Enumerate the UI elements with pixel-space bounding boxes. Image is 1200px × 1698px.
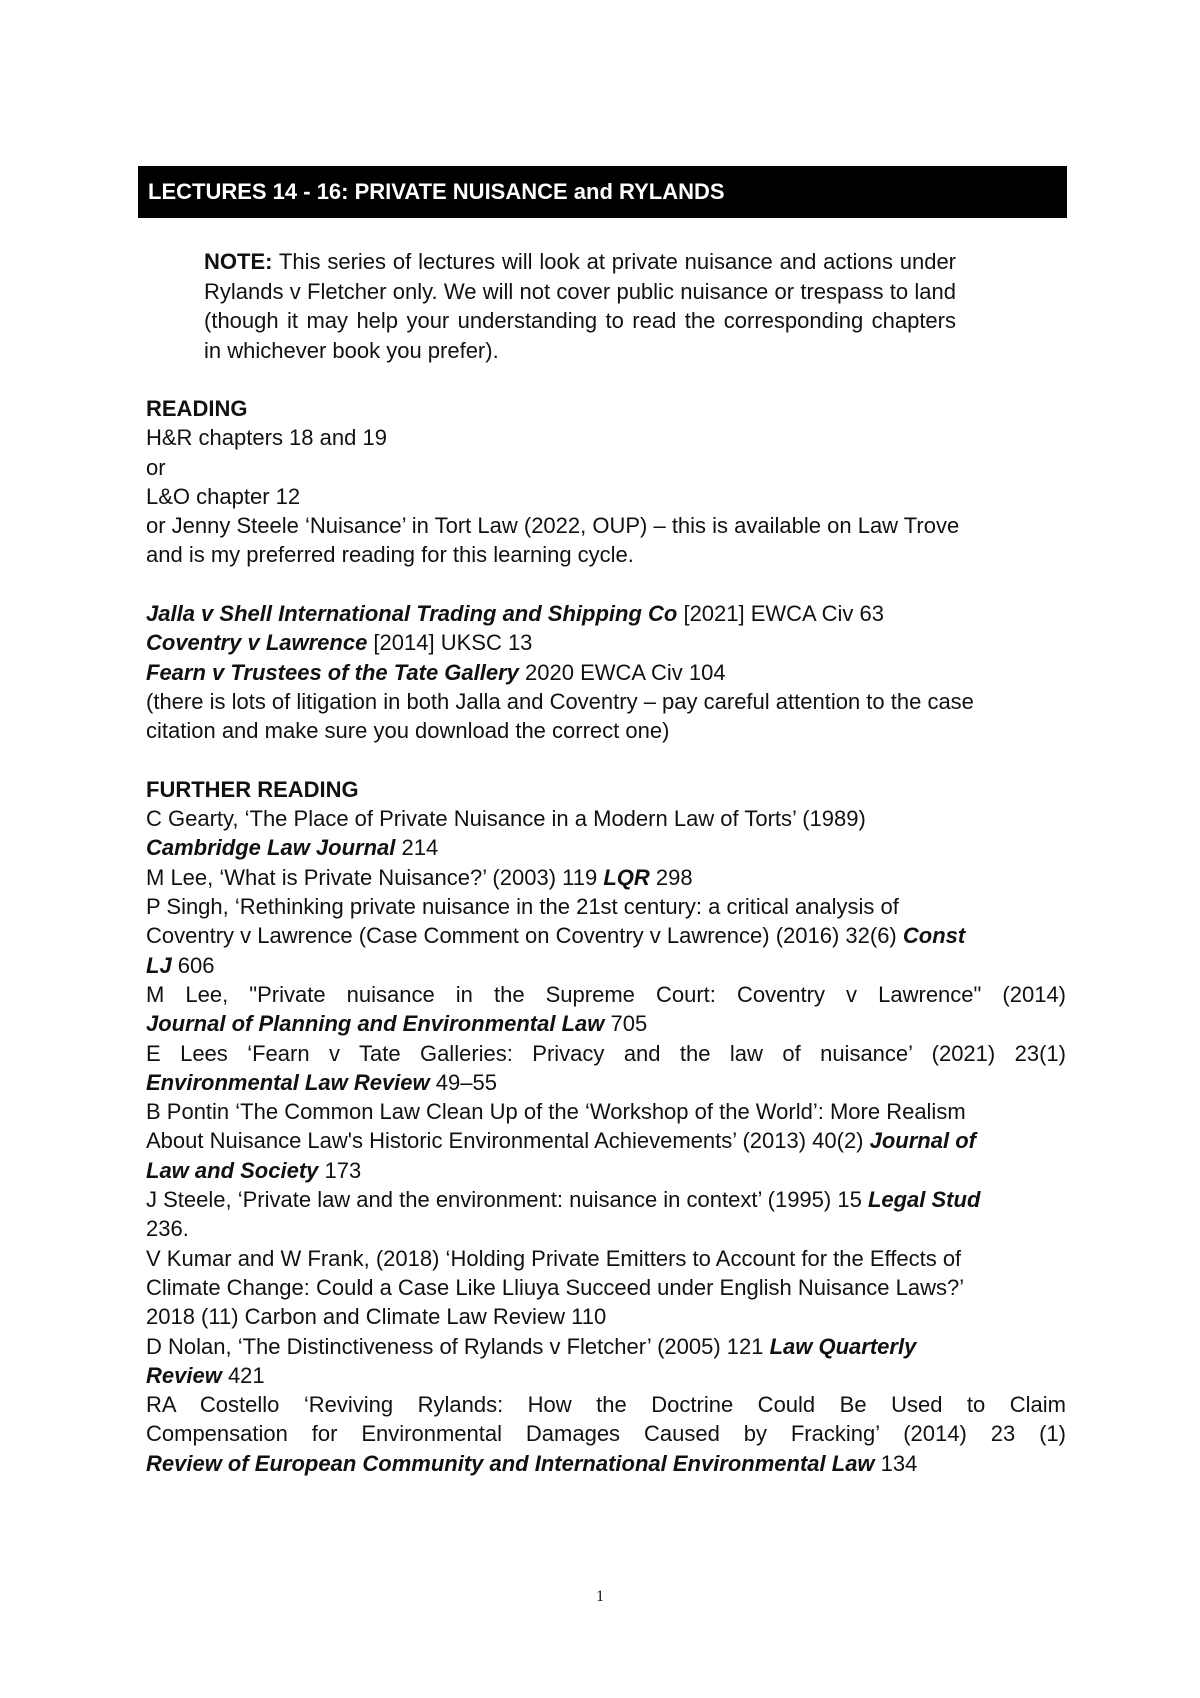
reference-line <box>146 1126 1066 1155</box>
case-entry <box>146 658 1066 687</box>
note-text: This series of lectures will look at private nuisance and actions under Rylands v Fletcher only. We will not cover public nuisance or trespass to land (though it may help your understanding to read the corresponding chapters in whichever book you prefer). <box>204 249 956 363</box>
reference-line: M Lee, "Private nuisance in the Supreme Court: Coventry v Lawrence" (2014) <box>146 981 1066 1007</box>
journal-name: Const <box>902 923 966 949</box>
journal-name: Review of European Community and International Environmental Law <box>146 1450 875 1476</box>
reference-line: 236. <box>146 1216 189 1242</box>
reference-line: P Singh, ‘Rethinking private nuisance in the 21st century: a critical analysis of <box>146 894 899 920</box>
case-name: Fearn v Trustees of the Tate Gallery <box>146 659 519 685</box>
reference-text: 421 <box>221 1362 265 1388</box>
reference-line <box>146 833 1066 862</box>
reference-line <box>146 921 1066 950</box>
journal-name: Law Quarterly <box>769 1333 917 1359</box>
reference-line <box>146 1332 1066 1361</box>
reference-line <box>146 1185 1066 1214</box>
page-number: 1 <box>596 1588 604 1605</box>
reference-line <box>146 1361 1066 1390</box>
spacer <box>146 746 1066 775</box>
note-label: NOTE: <box>204 249 273 274</box>
journal-name: Journal of Planning and Environmental Law <box>146 1011 605 1037</box>
reading-line: or Jenny Steele ‘Nuisance’ in Tort Law (2022, OUP) – this is available on Law Trove <box>146 513 960 539</box>
reference-line: RA Costello ‘Reviving Rylands: How the Doctrine Could Be Used to Claim <box>146 1392 1066 1418</box>
case-citation: [2021] EWCA Civ 63 <box>677 601 884 627</box>
reference-line <box>146 1449 1066 1478</box>
journal-name: Environmental Law Review <box>146 1069 430 1095</box>
reference-line: 2018 (11) Carbon and Climate Law Review 110 <box>146 1304 607 1330</box>
reference-line: C Gearty, ‘The Place of Private Nuisance in a Modern Law of Torts’ (1989) <box>146 806 866 832</box>
reference-text: About Nuisance Law's Historic Environmental Achievements’ (2013) 40(2) <box>146 1128 870 1154</box>
reference-line <box>146 1009 1066 1038</box>
reading-line: H&R chapters 18 and 19 <box>146 425 387 451</box>
reference-line: B Pontin ‘The Common Law Clean Up of the ‘Workshop of the World’: More Realism <box>146 1099 966 1125</box>
reference-text: 49–55 <box>429 1069 497 1095</box>
reading-heading: READING <box>146 396 248 421</box>
reference-line <box>146 863 1066 892</box>
journal-name: Legal Stud <box>867 1187 981 1213</box>
reference-text: Coventry v Lawrence (Case Comment on Coventry v Lawrence) (2016) 32(6) <box>146 923 903 949</box>
journal-name: Review <box>146 1362 222 1388</box>
reference-line <box>146 951 1066 980</box>
reference-text: 705 <box>604 1011 648 1037</box>
reference-line <box>146 1156 1066 1185</box>
case-note: (there is lots of litigation in both Jalla and Coventry – pay careful attention to the case <box>146 688 974 714</box>
reference-line <box>146 1068 1066 1097</box>
page-title: LECTURES 14 - 16: PRIVATE NUISANCE and RYLANDS <box>138 166 1067 218</box>
further-reading-heading: FURTHER READING <box>146 776 359 802</box>
case-note: citation and make sure you download the correct one) <box>146 718 670 744</box>
case-name: Coventry v Lawrence <box>146 630 368 656</box>
reference-line: V Kumar and W Frank, (2018) ‘Holding Private Emitters to Account for the Effects of <box>146 1245 962 1271</box>
journal-name: Journal of <box>869 1128 976 1154</box>
reading-line: L&O chapter 12 <box>146 483 301 509</box>
journal-name: Cambridge Law Journal <box>146 835 396 861</box>
reference-text: 134 <box>874 1450 918 1476</box>
reference-text: 298 <box>649 864 693 890</box>
reference-text: 173 <box>318 1157 362 1183</box>
journal-name: LQR <box>603 864 650 890</box>
reading-line: or <box>146 454 166 480</box>
journal-name: Law and Society <box>146 1157 319 1183</box>
case-entry <box>146 599 1066 628</box>
reference-line: Compensation for Environmental Damages Caused by Fracking’ (2014) 23 (1) <box>146 1421 1066 1447</box>
reference-text: M Lee, ‘What is Private Nuisance?’ (2003) 119 <box>146 864 604 890</box>
journal-name: LJ <box>146 952 172 978</box>
reference-text: J Steele, ‘Private law and the environment: nuisance in context’ (1995) 15 <box>146 1187 868 1213</box>
spacer <box>146 570 1066 599</box>
case-citation: 2020 EWCA Civ 104 <box>518 659 726 685</box>
reference-line: Climate Change: Could a Case Like Lliuya Succeed under English Nuisance Laws?’ <box>146 1274 965 1300</box>
reference-text: 606 <box>171 952 215 978</box>
note-paragraph <box>204 247 956 365</box>
reference-text: 214 <box>395 835 439 861</box>
case-name: Jalla v Shell International Trading and Shipping Co <box>146 601 678 627</box>
reference-line: E Lees ‘Fearn v Tate Galleries: Privacy and the law of nuisance’ (2021) 23(1) <box>146 1040 1066 1066</box>
reference-text: D Nolan, ‘The Distinctiveness of Rylands v Fletcher’ (2005) 121 <box>146 1333 770 1359</box>
main-content <box>146 394 1066 1478</box>
case-citation: [2014] UKSC 13 <box>367 630 533 656</box>
case-entry <box>146 628 1066 657</box>
reading-line: and is my preferred reading for this learning cycle. <box>146 542 634 568</box>
